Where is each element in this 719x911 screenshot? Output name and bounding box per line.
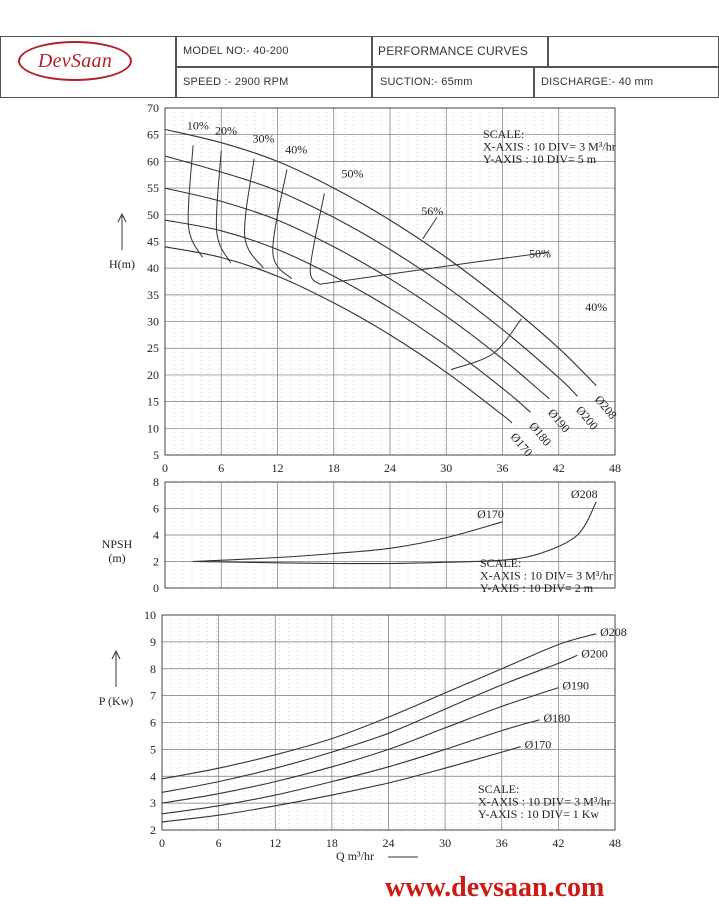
series-label: Ø180: [526, 419, 555, 449]
scale-text: X-AXIS : 10 DIV= 3 M³/hr: [483, 139, 616, 154]
scale-text: Y-AXIS : 10 DIV= 2 m: [480, 581, 594, 595]
x-tick-label: 6: [215, 836, 222, 850]
x-axis-label: Q m³/hr: [336, 849, 374, 863]
x-tick-label: 30: [439, 836, 452, 850]
y-tick-label: 8: [153, 475, 159, 489]
series-label: Ø180: [543, 710, 571, 725]
y-tick-label: 10: [147, 421, 159, 436]
scale-text: X-AXIS : 10 DIV= 3 M³/hr: [480, 568, 613, 583]
efficiency-label: 50%: [341, 166, 364, 181]
curve-d170: [165, 247, 512, 423]
y-tick-label: 30: [147, 314, 159, 329]
efficiency-label: 50%: [529, 246, 551, 261]
series-label: Ø208: [591, 392, 620, 422]
series-label: Ø170: [524, 737, 552, 752]
scale-text: SCALE:: [478, 782, 520, 796]
suction-label: SUCTION:- 65mm: [380, 76, 473, 88]
x-tick-label: 18: [325, 836, 338, 850]
scale-text: SCALE:: [480, 556, 522, 570]
efficiency-curve: [188, 145, 202, 257]
website-url: www.devsaan.com: [385, 872, 605, 903]
y-tick-label: 9: [150, 634, 156, 649]
curve-d200: [165, 156, 578, 396]
y-tick-label: 3: [150, 796, 156, 811]
x-tick-label: 18: [327, 461, 340, 475]
scale-text: X-AXIS : 10 DIV= 3 M³/hr: [478, 794, 611, 809]
y-axis-label-unit: (m): [108, 551, 126, 565]
y-tick-label: 4: [153, 528, 159, 542]
y-tick-label: 70: [147, 101, 159, 115]
series-label: Ø208: [600, 624, 627, 639]
chart-1: [109, 101, 621, 475]
curve-d190: [165, 188, 549, 399]
curve-d170: [162, 747, 521, 822]
x-tick-label: 24: [382, 836, 395, 850]
y-tick-label: 50: [147, 207, 159, 222]
x-tick-label: 6: [218, 461, 225, 475]
y-axis-label: P (Kw): [98, 694, 134, 708]
y-tick-label: 6: [153, 501, 159, 516]
series-label: Ø200: [573, 403, 602, 433]
devsaan-logo: DevSaan: [18, 41, 132, 81]
series-label: Ø190: [545, 405, 573, 436]
series-label: Ø170: [507, 429, 536, 460]
series-label: Ø208: [570, 486, 598, 501]
scale-text: Y-AXIS : 10 DIV= 1 Kw: [478, 807, 600, 821]
chart-page-title: PERFORMANCE CURVES: [378, 44, 529, 58]
x-tick-label: 24: [384, 461, 396, 475]
efficiency-label: 30%: [252, 131, 275, 146]
series-label: Ø200: [581, 646, 608, 661]
curve-d180: [165, 220, 531, 412]
y-tick-label: 0: [153, 581, 159, 595]
y-tick-label: 8: [150, 661, 156, 676]
y-tick-label: 65: [147, 127, 159, 142]
speed-label: SPEED :- 2900 RPM: [183, 76, 289, 88]
chart-3: [99, 608, 627, 863]
efficiency-curve: [216, 151, 230, 263]
y-tick-label: 40: [147, 261, 159, 276]
y-tick-label: 35: [147, 287, 159, 302]
efficiency-label: 40%: [585, 299, 608, 314]
y-axis-label: NPSH: [101, 537, 133, 551]
y-tick-label: 5: [153, 448, 159, 462]
curve-d170: [193, 522, 502, 562]
y-tick-label: 15: [147, 394, 159, 409]
y-tick-label: 60: [147, 154, 159, 169]
y-tick-label: 45: [147, 234, 159, 249]
y-tick-label: 10: [144, 608, 156, 622]
y-axis-label: H(m): [109, 257, 135, 271]
y-tick-label: 4: [150, 769, 156, 784]
y-tick-label: 55: [147, 181, 159, 196]
efficiency-curve: [451, 319, 521, 370]
y-tick-label: 25: [147, 341, 159, 356]
efficiency-label: 10%: [186, 118, 209, 133]
efficiency-label: 20%: [214, 123, 237, 138]
scale-text: Y-AXIS : 10 DIV= 5 m: [483, 152, 597, 166]
x-tick-label: 42: [552, 461, 565, 475]
x-tick-label: 36: [496, 461, 509, 475]
x-tick-label: 12: [269, 836, 282, 850]
efficiency-label: 40%: [285, 142, 308, 157]
curve-d208: [193, 502, 596, 564]
y-tick-label: 6: [150, 715, 156, 730]
series-label: Ø170: [477, 506, 504, 521]
x-tick-label: 30: [440, 461, 453, 475]
discharge-label: DISCHARGE:- 40 mm: [541, 76, 654, 88]
x-tick-label: 0: [159, 836, 165, 850]
model-label: MODEL NO:- 40-200: [183, 45, 289, 57]
x-tick-label: 0: [162, 461, 168, 475]
series-label: Ø190: [562, 678, 590, 693]
x-tick-label: 48: [609, 461, 621, 475]
y-tick-label: 20: [147, 367, 159, 382]
y-tick-label: 2: [150, 823, 156, 837]
x-tick-label: 36: [495, 836, 508, 850]
curve-d208: [162, 634, 596, 779]
y-tick-label: 2: [153, 554, 159, 569]
efficiency-label: 56%: [421, 203, 444, 218]
y-tick-label: 7: [150, 688, 156, 703]
x-tick-label: 48: [609, 836, 621, 850]
x-tick-label: 42: [552, 836, 565, 850]
scale-text: SCALE:: [483, 127, 525, 141]
chart-2: [102, 475, 615, 595]
y-tick-label: 5: [150, 742, 156, 757]
x-tick-label: 12: [271, 461, 284, 475]
